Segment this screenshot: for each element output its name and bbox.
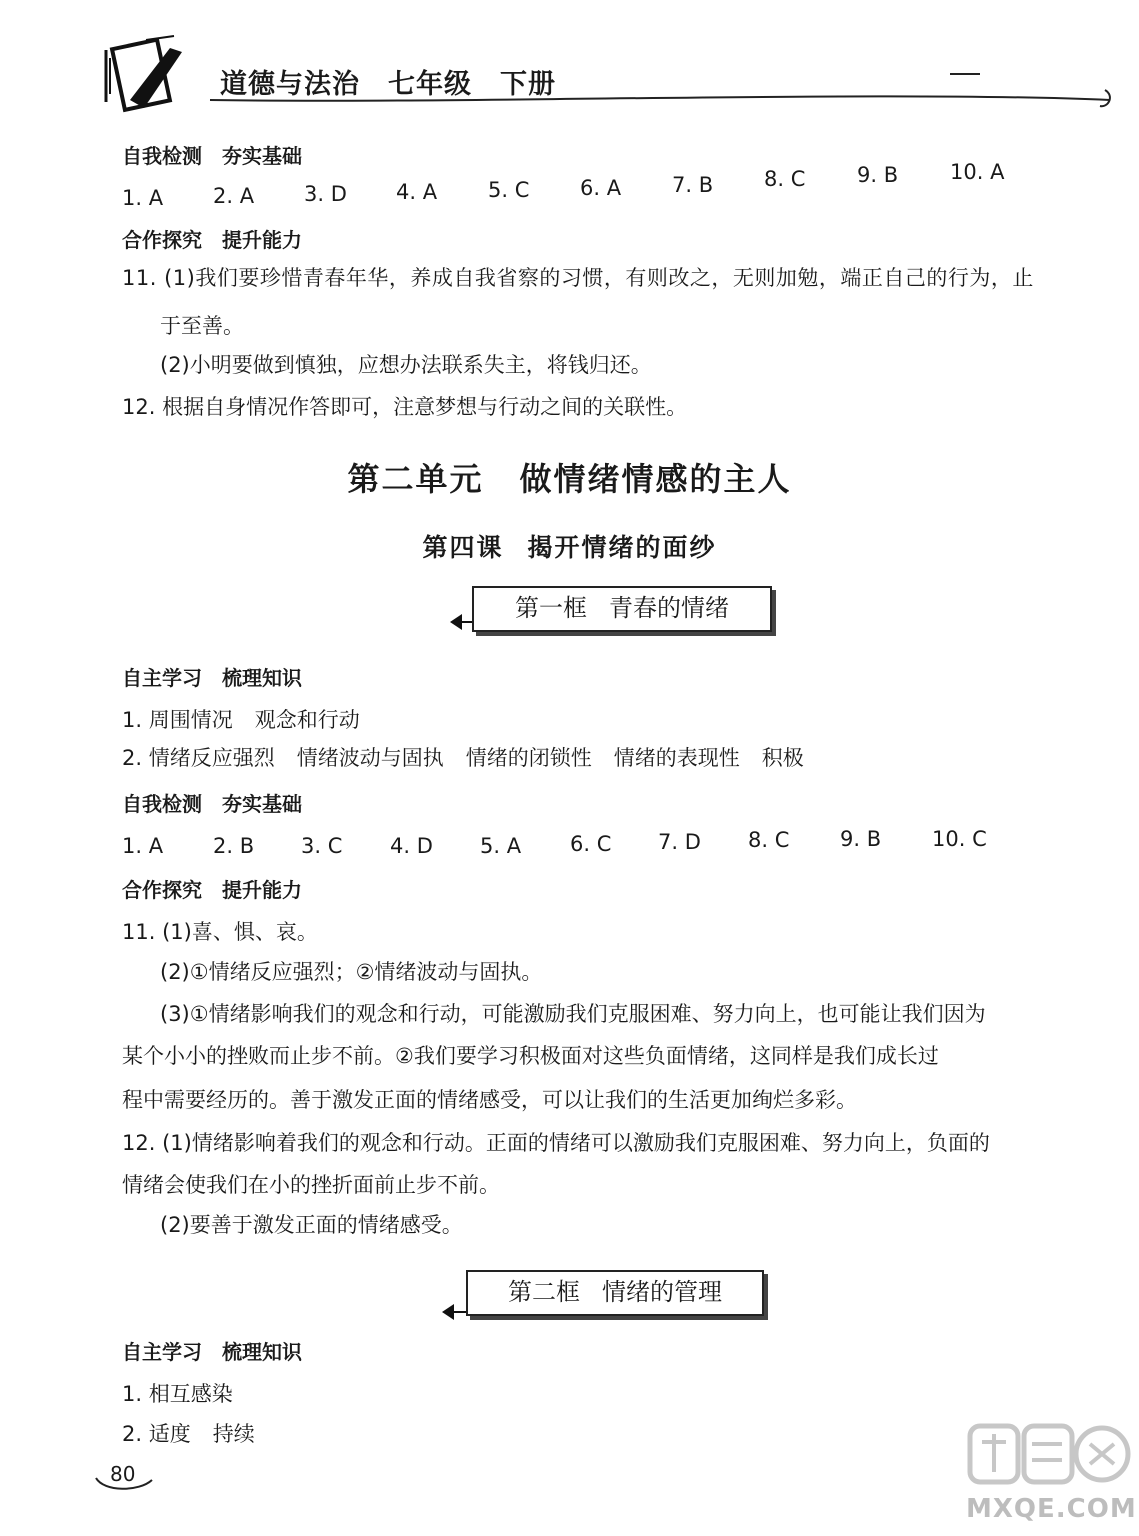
frame1-answer-10: 10. C	[932, 827, 987, 851]
header-grade: 七年级	[388, 69, 472, 100]
frame1-answer-11-3c: 程中需要经历的。善于激发正面的情绪感受，可以让我们的生活更加绚烂多彩。	[122, 1088, 857, 1112]
answer-11-line1: 11. (1)我们要珍惜青春年华，养成自我省察的习惯，有则改之，无则加勉，端正自己的行为，止	[122, 266, 1034, 290]
frame1-answer-4: 4. D	[390, 834, 433, 858]
frame1-title-box: 第一框 青春的情绪	[472, 586, 772, 632]
lesson-title: 第四课 揭开情绪的面纱	[422, 533, 717, 562]
knowledge-2: 2. 情绪反应强烈 情绪波动与固执 情绪的闭锁性 情绪的表现性 积极	[122, 746, 804, 770]
answer-11-line2: 于至善。	[160, 314, 244, 338]
page-number: 80	[110, 1462, 136, 1486]
frame1-answer-11-3b: 某个小小的挫败而止步不前。②我们要学习积极面对这些负面情绪，这同样是我们成长过	[122, 1044, 939, 1068]
unit-title: 第二单元 做情绪情感的主人	[347, 460, 792, 498]
section-heading-self-check: 自我检测 夯实基础	[122, 144, 302, 168]
frame1-answer-12-2: (2)要善于激发正面的情绪感受。	[160, 1213, 463, 1237]
page-number-curve	[94, 1474, 154, 1494]
knowledge-1: 1. 周围情况 观念和行动	[122, 708, 360, 732]
frame2-knowledge-2: 2. 适度 持续	[122, 1422, 255, 1446]
answer-12: 12. 根据自身情况作答即可，注意梦想与行动之间的关联性。	[122, 395, 688, 419]
frame1-answer-5: 5. A	[480, 834, 522, 858]
answer-7: 7. B	[672, 173, 714, 197]
answer-4: 4. A	[396, 180, 438, 204]
answer-11-line3: (2)小明要做到慎独，应想办法联系失主，将钱归还。	[160, 353, 652, 377]
frame2-knowledge-1: 1. 相互感染	[122, 1382, 233, 1406]
frame1-answer-11-3a: (3)①情绪影响我们的观念和行动，可能激励我们克服困难、努力向上，也可能让我们因为	[160, 1002, 986, 1026]
header-underline-curve	[180, 60, 1120, 140]
frame1-answer-7: 7. D	[658, 830, 701, 854]
answer-10: 10. A	[950, 160, 1005, 184]
section-heading-self-check-2: 自我检测 夯实基础	[122, 792, 302, 816]
frame1-answer-3: 3. C	[301, 834, 343, 858]
section-heading-self-study-2: 自主学习 梳理知识	[122, 1340, 302, 1364]
frame1-answer-12-1b: 情绪会使我们在小的挫折面前止步不前。	[122, 1173, 500, 1197]
frame1-answer-2: 2. B	[213, 834, 255, 858]
answer-6: 6. A	[580, 176, 622, 200]
section-heading-self-study: 自主学习 梳理知识	[122, 666, 302, 690]
answer-8: 8. C	[764, 167, 806, 191]
frame1-answer-1: 1. A	[122, 834, 164, 858]
answer-5: 5. C	[488, 178, 530, 202]
frame1-answer-11-1: 11. (1)喜、惧、哀。	[122, 920, 318, 944]
section-heading-cooperation-2: 合作探究 提升能力	[122, 878, 302, 902]
frame1-answer-8: 8. C	[748, 828, 790, 852]
header-subject: 道德与法治	[220, 69, 360, 100]
frame1-answer-12-1a: 12. (1)情绪影响着我们的观念和行动。正面的情绪可以激励我们克服困难、努力向上，负面的	[122, 1131, 990, 1155]
section-heading-cooperation: 合作探究 提升能力	[122, 228, 302, 252]
header-volume: 下册	[500, 69, 556, 100]
answer-1: 1. A	[122, 186, 164, 210]
answer-2: 2. A	[213, 184, 255, 208]
answer-9: 9. B	[857, 163, 899, 187]
watermark-text: MXQE.COM	[966, 1494, 1137, 1524]
answer-3: 3. D	[304, 182, 347, 206]
frame2-title-box: 第二框 情绪的管理	[466, 1270, 764, 1316]
frame1-answer-9: 9. B	[840, 827, 882, 851]
frame1-answer-11-2: (2)①情绪反应强烈；②情绪波动与固执。	[160, 960, 543, 984]
frame1-answer-6: 6. C	[570, 832, 612, 856]
